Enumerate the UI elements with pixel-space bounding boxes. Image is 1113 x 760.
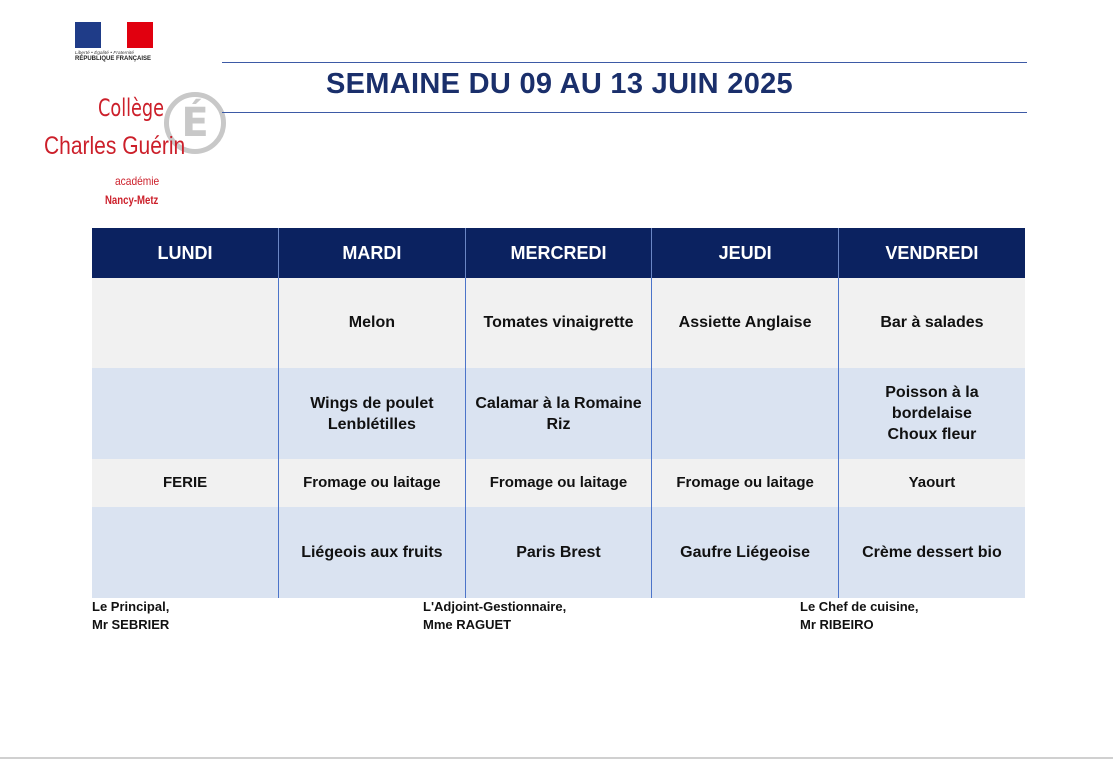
- dairy-cell: Fromage ou laitage: [652, 459, 839, 507]
- main-course-row: [92, 368, 1025, 459]
- starter-cell: Melon: [279, 278, 466, 368]
- main-dish: Calamar à la Romaine: [475, 394, 642, 412]
- signature-role: L'Adjoint-Gestionnaire,: [423, 599, 567, 614]
- starter-cell: [92, 278, 279, 368]
- dessert-row: [92, 507, 1025, 598]
- day-header-lundi: LUNDI: [92, 228, 279, 278]
- dessert-cell: [92, 507, 279, 598]
- day-header-vendredi: VENDREDI: [838, 228, 1025, 278]
- dessert-cell: Crème dessert bio: [838, 507, 1025, 598]
- republic-name: RÉPUBLIQUE FRANÇAISE: [75, 56, 152, 62]
- weekly-menu-table: [92, 228, 1025, 598]
- college-name-line2: Charles Guérin: [44, 132, 186, 160]
- main-dish: Wings de poulet: [310, 394, 434, 412]
- marianne-flag-icon: [75, 22, 153, 48]
- signature-role: Le Principal,: [92, 599, 170, 614]
- college-name-line1: Collège: [98, 94, 165, 122]
- republic-motto: Liberté • Égalité • Fraternité: [75, 50, 135, 55]
- signature-principal: [92, 598, 169, 634]
- republique-francaise-logo: [75, 22, 155, 62]
- academy-line1: académie: [115, 174, 160, 188]
- title-bottom-rule: [222, 112, 1027, 113]
- signature-person: Mme RAGUET: [423, 617, 512, 632]
- starter-cell: Assiette Anglaise: [652, 278, 839, 368]
- day-header-mardi: MARDI: [279, 228, 466, 278]
- day-header-row: [92, 228, 1025, 278]
- academy-line2: Nancy-Metz: [105, 193, 159, 207]
- page-bottom-divider: [0, 757, 1113, 759]
- side-dish: Choux fleur: [887, 426, 977, 443]
- main-dish: Poisson à la bordelaise: [885, 384, 979, 422]
- starter-cell: Bar à salades: [838, 278, 1025, 368]
- dairy-cell: Fromage ou laitage: [465, 459, 652, 507]
- main-course-cell: [838, 368, 1025, 459]
- starter-row: [92, 278, 1025, 368]
- dairy-cell: Yaourt: [838, 459, 1025, 507]
- dessert-cell: Gaufre Liégeoise: [652, 507, 839, 598]
- side-dish: Lenblétilles: [327, 415, 416, 433]
- main-course-cell: [92, 368, 279, 459]
- day-header-mercredi: MERCREDI: [465, 228, 652, 278]
- page-title: SEMAINE DU 09 AU 13 JUIN 2025: [326, 68, 793, 100]
- college-logo: [40, 78, 230, 218]
- dairy-row: [92, 459, 1025, 507]
- dairy-cell: FERIE: [92, 459, 279, 507]
- dessert-cell: Paris Brest: [465, 507, 652, 598]
- day-header-jeudi: JEUDI: [652, 228, 839, 278]
- signature-chef: [800, 598, 918, 634]
- starter-cell: Tomates vinaigrette: [465, 278, 652, 368]
- education-e-icon: É: [164, 92, 226, 154]
- signature-person: Mr RIBEIRO: [800, 617, 874, 632]
- signature-person: Mr SEBRIER: [92, 617, 170, 632]
- signature-role: Le Chef de cuisine,: [800, 599, 919, 614]
- main-course-cell: [279, 368, 466, 459]
- dairy-cell: Fromage ou laitage: [279, 459, 466, 507]
- main-course-cell: [652, 368, 839, 459]
- main-course-cell: [465, 368, 652, 459]
- side-dish: Riz: [546, 415, 571, 433]
- title-top-rule: [222, 62, 1027, 63]
- signature-gestionnaire: [423, 598, 566, 634]
- dessert-cell: Liégeois aux fruits: [279, 507, 466, 598]
